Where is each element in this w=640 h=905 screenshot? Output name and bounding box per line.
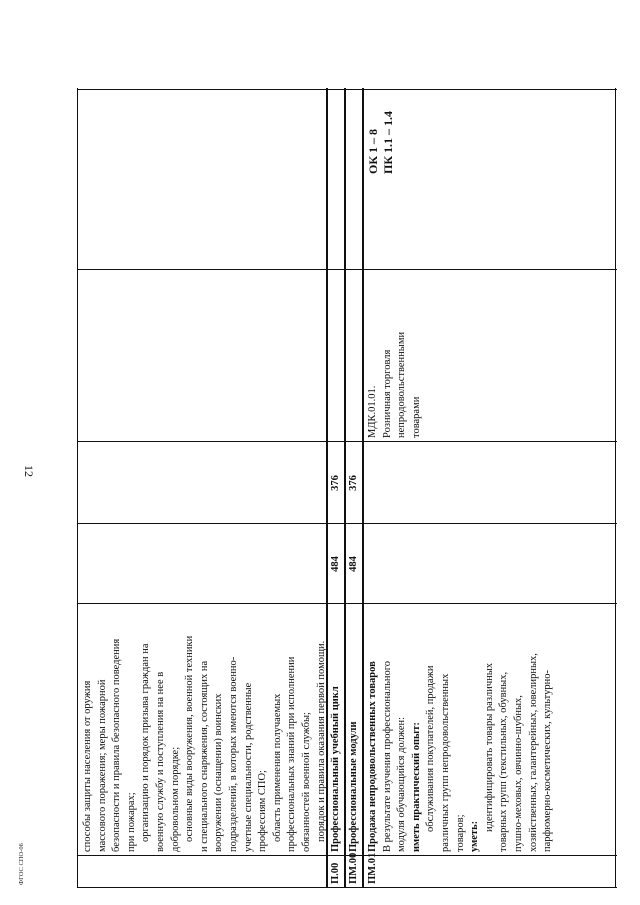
page-number: 12	[22, 465, 36, 477]
module-description	[366, 606, 614, 852]
row-code: ПМ.00	[348, 852, 359, 884]
row-divider	[344, 88, 346, 888]
text-line: обслуживания покупателей, продажи	[425, 665, 437, 832]
text-line: безопасности и правила безопасного поведения	[111, 638, 123, 852]
module-title: Продажа непродовольственных товаров	[367, 661, 378, 852]
text-line: добровольном порядке;	[169, 746, 181, 852]
text-line: массового поражения; меры пожарной	[96, 679, 108, 852]
text-line: порядок и правила оказания первой помощи.	[315, 640, 327, 842]
hours-required: 376	[348, 475, 359, 491]
row-code: П.00	[330, 862, 341, 884]
text-line: вооружении (оснащении) воинских	[213, 693, 225, 852]
row-code: ПМ.01	[367, 852, 378, 884]
continuation-text	[81, 606, 325, 852]
text-line: парфюмерно-косметических, культурно-	[542, 670, 554, 852]
text-line: профессиональных знаний при исполнении	[286, 656, 298, 852]
section-label: иметь практический опыт:	[410, 722, 422, 852]
text-line: В результате изучения профессионального	[381, 660, 393, 852]
text-line: товарных групп (текстильных, обувных,	[498, 671, 510, 852]
professional-competencies: ПК 1.1 – 1.4	[381, 110, 395, 174]
hours-max: 484	[330, 556, 341, 572]
table-border-top	[77, 88, 78, 888]
text-line: организацию и порядок призыва граждан на	[140, 643, 152, 842]
general-competencies: ОК 1 – 8	[366, 128, 380, 174]
text-line: способы защиты населения от оружия	[82, 680, 93, 852]
text-line: военную службу и поступления на нее в	[154, 671, 166, 852]
text-line: профессиям СПО;	[257, 770, 269, 852]
mdk-cell	[366, 272, 424, 438]
competencies-cell	[366, 92, 396, 174]
section-label: уметь:	[469, 820, 481, 852]
column-divider	[77, 441, 617, 442]
text-line: учетные специальности, родственные	[242, 682, 254, 852]
footer-code: ФГОС СПО-06	[18, 843, 25, 885]
text-line: при пожарах;	[125, 792, 137, 852]
text-line: и специального снаряжения, состоящих на	[198, 660, 210, 852]
text-line: область применения получаемых	[271, 693, 283, 842]
text-line: модуля обучающийся должен:	[396, 716, 408, 852]
mdk-title: Розничная торговля	[381, 349, 393, 438]
text-line: пушно-меховых, овчинно-шубных,	[512, 695, 524, 852]
mdk-title: непродовольственными	[396, 331, 408, 438]
text-line: обязанностей военной службы;	[300, 712, 312, 852]
table-border-bottom	[615, 88, 616, 888]
hours-max: 484	[348, 556, 359, 572]
column-divider	[77, 523, 617, 524]
row-title: Профессиональный учебный цикл	[330, 686, 341, 852]
text-line: подразделений, в которых имеются военно-	[227, 656, 239, 852]
column-divider	[77, 887, 617, 888]
mdk-title: товарами	[410, 396, 422, 438]
text-line: основные виды вооружения, военной техники	[184, 635, 196, 842]
text-line: идентифицировать товары различных	[483, 662, 495, 832]
column-divider	[77, 269, 617, 270]
text-line: хозяйственных, галантерейных, ювелирных,	[527, 653, 539, 852]
text-line: товаров;	[454, 814, 466, 852]
curriculum-table	[77, 88, 617, 888]
text-line: различных групп непродовольственных	[439, 673, 451, 852]
hours-required: 376	[330, 475, 341, 491]
table-border-right	[77, 89, 617, 90]
row-divider	[362, 88, 364, 888]
row-title: Профессиональные модули	[348, 721, 359, 852]
mdk-code: МДК.01.01.	[367, 385, 378, 438]
column-divider	[77, 603, 617, 604]
